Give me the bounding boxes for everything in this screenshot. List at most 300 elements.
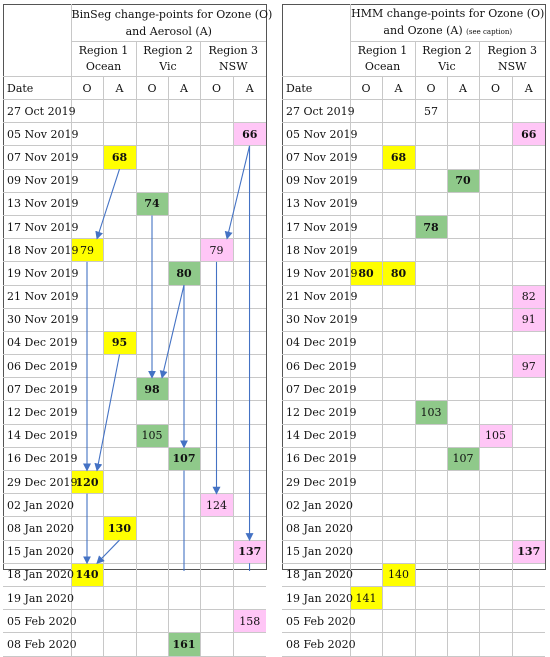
date-column-header: Date (282, 77, 350, 100)
empty-cell (200, 563, 233, 586)
empty-cell (200, 215, 233, 238)
empty-cell (233, 239, 266, 262)
empty-cell (200, 355, 233, 378)
region-name: Region 2 (422, 44, 472, 57)
empty-cell (71, 586, 103, 609)
table-row (3, 100, 266, 123)
change-point-cell: 124 (200, 494, 233, 517)
empty-cell (136, 355, 168, 378)
empty-cell (512, 610, 545, 633)
region-header-2 (415, 42, 479, 77)
table-title (350, 4, 545, 42)
empty-cell (136, 262, 168, 285)
empty-cell (103, 494, 136, 517)
empty-cell (415, 540, 447, 563)
empty-cell (350, 494, 382, 517)
empty-cell (136, 123, 168, 146)
region-place: Ocean (364, 60, 401, 73)
date-cell: 08 Jan 2020 (3, 517, 71, 540)
empty-cell (479, 169, 512, 192)
date-cell: 18 Jan 2020 (282, 563, 350, 586)
empty-cell (479, 262, 512, 285)
empty-cell (479, 401, 512, 424)
empty-cell (136, 494, 168, 517)
empty-cell (512, 239, 545, 262)
empty-cell (382, 471, 415, 494)
empty-cell (233, 378, 266, 401)
change-point-cell: 120 (71, 471, 103, 494)
empty-cell (479, 215, 512, 238)
empty-cell (200, 192, 233, 215)
change-point-cell: 80 (382, 262, 415, 285)
empty-cell (200, 378, 233, 401)
empty-cell (136, 285, 168, 308)
empty-cell (200, 517, 233, 540)
region-header-2 (136, 42, 200, 77)
date-cell: 06 Dec 2019 (282, 355, 350, 378)
empty-cell (512, 471, 545, 494)
date-cell: 17 Nov 2019 (282, 215, 350, 238)
empty-cell (71, 610, 103, 633)
empty-cell (350, 633, 382, 656)
empty-cell (382, 192, 415, 215)
region-name: Region 1 (357, 44, 408, 57)
table-row (3, 447, 266, 470)
empty-cell (447, 378, 479, 401)
date-cell: 12 Dec 2019 (282, 401, 350, 424)
empty-cell (447, 610, 479, 633)
empty-cell (415, 331, 447, 354)
date-cell: 29 Dec 2019 (3, 471, 71, 494)
table-row (282, 424, 545, 447)
region-header-3 (479, 42, 545, 77)
empty-cell (415, 633, 447, 656)
table-row (3, 169, 266, 192)
empty-cell (103, 262, 136, 285)
empty-cell (382, 215, 415, 238)
empty-cell (382, 123, 415, 146)
empty-cell (71, 633, 103, 656)
change-point-cell: 70 (447, 169, 479, 192)
empty-cell (233, 447, 266, 470)
empty-cell (136, 100, 168, 123)
empty-cell (447, 100, 479, 123)
change-point-cell: 68 (382, 146, 415, 169)
empty-cell (200, 447, 233, 470)
date-cell: 15 Jan 2020 (3, 540, 71, 563)
table-row (282, 169, 545, 192)
empty-cell (447, 563, 479, 586)
empty-cell (512, 517, 545, 540)
table-row (282, 610, 545, 633)
table-row (3, 146, 266, 169)
empty-cell (168, 610, 200, 633)
empty-cell (447, 192, 479, 215)
empty-cell (382, 308, 415, 331)
change-point-cell: 98 (136, 378, 168, 401)
table-row (282, 192, 545, 215)
empty-cell (382, 447, 415, 470)
empty-cell (415, 192, 447, 215)
table-row (282, 447, 545, 470)
empty-cell (382, 424, 415, 447)
table-row (3, 355, 266, 378)
empty-cell (447, 285, 479, 308)
empty-cell (512, 494, 545, 517)
date-cell: 12 Dec 2019 (3, 401, 71, 424)
empty-cell (447, 308, 479, 331)
date-cell: 09 Nov 2019 (3, 169, 71, 192)
empty-cell (415, 494, 447, 517)
empty-cell (512, 633, 545, 656)
empty-cell (136, 169, 168, 192)
pollutant-column-header: A (447, 77, 479, 100)
region-place: Vic (438, 60, 456, 73)
date-cell: 29 Dec 2019 (282, 471, 350, 494)
table-row (282, 563, 545, 586)
empty-cell (200, 308, 233, 331)
date-cell: 19 Nov 2019 (3, 262, 71, 285)
empty-cell (200, 610, 233, 633)
title-line-1: BinSeg change-points for Ozone (O) (71, 7, 273, 21)
table-row (3, 586, 266, 609)
empty-cell (415, 123, 447, 146)
date-cell: 04 Dec 2019 (282, 331, 350, 354)
empty-cell (382, 239, 415, 262)
empty-cell (200, 331, 233, 354)
empty-cell (415, 586, 447, 609)
table-row (282, 308, 545, 331)
date-cell: 16 Dec 2019 (282, 447, 350, 470)
empty-cell (200, 471, 233, 494)
table-row (282, 517, 545, 540)
empty-cell (447, 540, 479, 563)
title-line-1: HMM change-points for Ozone (O) (351, 6, 545, 20)
table-row (282, 239, 545, 262)
table-row (282, 401, 545, 424)
empty-cell (382, 401, 415, 424)
empty-cell (479, 447, 512, 470)
region-place: NSW (219, 60, 248, 73)
table-row (3, 401, 266, 424)
empty-cell (479, 494, 512, 517)
date-cell: 05 Nov 2019 (3, 123, 71, 146)
empty-cell (350, 517, 382, 540)
empty-cell (168, 169, 200, 192)
empty-cell (415, 378, 447, 401)
empty-cell (103, 378, 136, 401)
empty-cell (103, 100, 136, 123)
date-cell: 13 Nov 2019 (3, 192, 71, 215)
change-point-cell: 57 (415, 100, 447, 123)
date-cell: 08 Jan 2020 (282, 517, 350, 540)
empty-cell (168, 586, 200, 609)
empty-cell (103, 586, 136, 609)
date-cell: 07 Nov 2019 (3, 146, 71, 169)
date-cell: 30 Nov 2019 (3, 308, 71, 331)
table-row (282, 633, 545, 656)
change-point-cell: 66 (512, 123, 545, 146)
region-name: Region 2 (143, 44, 193, 57)
title-line-2 (72, 23, 267, 40)
empty-cell (200, 146, 233, 169)
empty-cell (479, 610, 512, 633)
empty-cell (168, 355, 200, 378)
empty-cell (512, 563, 545, 586)
table-row (3, 331, 266, 354)
date-cell: 14 Dec 2019 (282, 424, 350, 447)
empty-cell (136, 610, 168, 633)
empty-cell (415, 471, 447, 494)
empty-cell (415, 447, 447, 470)
empty-cell (233, 169, 266, 192)
region-name: Region 3 (487, 44, 538, 57)
table-row (3, 123, 266, 146)
date-cell: 18 Jan 2020 (3, 563, 71, 586)
date-cell: 07 Dec 2019 (282, 378, 350, 401)
empty-cell (382, 540, 415, 563)
empty-cell (103, 308, 136, 331)
date-cell: 09 Nov 2019 (282, 169, 350, 192)
empty-cell (479, 308, 512, 331)
table-row (3, 308, 266, 331)
empty-cell (200, 100, 233, 123)
empty-cell (447, 146, 479, 169)
empty-cell (479, 192, 512, 215)
title-line-2-text: and Aerosol (A) (125, 24, 212, 38)
change-point-cell: 95 (103, 331, 136, 354)
empty-cell (382, 100, 415, 123)
table-row (3, 610, 266, 633)
empty-cell (447, 633, 479, 656)
empty-cell (233, 563, 266, 586)
empty-cell (479, 540, 512, 563)
empty-cell (168, 563, 200, 586)
change-point-cell: 141 (350, 586, 382, 609)
empty-cell (71, 517, 103, 540)
empty-cell (200, 586, 233, 609)
empty-cell (103, 424, 136, 447)
empty-cell (200, 285, 233, 308)
date-cell: 07 Nov 2019 (282, 146, 350, 169)
table-row (3, 192, 266, 215)
empty-cell (479, 355, 512, 378)
empty-cell (136, 308, 168, 331)
table-row (3, 378, 266, 401)
empty-cell (168, 285, 200, 308)
date-cell: 15 Jan 2020 (282, 540, 350, 563)
pollutant-column-header: A (512, 77, 545, 100)
date-cell: 17 Nov 2019 (3, 215, 71, 238)
date-cell: 05 Feb 2020 (282, 610, 350, 633)
table-row (3, 424, 266, 447)
empty-cell (136, 215, 168, 238)
date-cell: 16 Dec 2019 (3, 447, 71, 470)
pollutant-column-header: O (71, 77, 103, 100)
empty-cell (168, 239, 200, 262)
empty-cell (136, 586, 168, 609)
empty-cell (479, 123, 512, 146)
pollutant-column-header: A (382, 77, 415, 100)
empty-cell (350, 100, 382, 123)
date-cell: 19 Jan 2020 (282, 586, 350, 609)
empty-cell (168, 494, 200, 517)
date-cell: 02 Jan 2020 (3, 494, 71, 517)
empty-cell (512, 100, 545, 123)
empty-cell (233, 100, 266, 123)
empty-cell (136, 239, 168, 262)
empty-cell (382, 355, 415, 378)
region-place: Vic (159, 60, 177, 73)
empty-cell (382, 633, 415, 656)
table-row (282, 355, 545, 378)
table-row (3, 494, 266, 517)
empty-cell (103, 633, 136, 656)
empty-cell (415, 308, 447, 331)
empty-cell (415, 262, 447, 285)
table-title (71, 4, 273, 42)
empty-cell (415, 146, 447, 169)
empty-cell (447, 401, 479, 424)
empty-cell (350, 610, 382, 633)
empty-cell (103, 610, 136, 633)
empty-cell (415, 355, 447, 378)
region-place: Ocean (85, 60, 122, 73)
empty-cell (200, 424, 233, 447)
empty-cell (168, 378, 200, 401)
header-blank (282, 42, 350, 77)
empty-cell (168, 471, 200, 494)
empty-cell (136, 447, 168, 470)
date-cell: 04 Dec 2019 (3, 331, 71, 354)
empty-cell (447, 123, 479, 146)
empty-cell (103, 239, 136, 262)
pollutant-column-header: O (350, 77, 382, 100)
empty-cell (233, 192, 266, 215)
title-line-2-text: and Ozone (A) (383, 23, 463, 37)
empty-cell (415, 610, 447, 633)
empty-cell (382, 331, 415, 354)
change-point-cell: 103 (415, 401, 447, 424)
empty-cell (350, 563, 382, 586)
empty-cell (233, 401, 266, 424)
table-row (282, 378, 545, 401)
pollutant-column-header: A (168, 77, 200, 100)
empty-cell (136, 517, 168, 540)
header-blank (3, 42, 71, 77)
empty-cell (168, 123, 200, 146)
empty-cell (71, 100, 103, 123)
empty-cell (512, 586, 545, 609)
region-name: Region 3 (208, 44, 259, 57)
empty-cell (479, 100, 512, 123)
date-cell: 05 Feb 2020 (3, 610, 71, 633)
empty-cell (200, 633, 233, 656)
empty-cell (415, 239, 447, 262)
empty-cell (103, 285, 136, 308)
empty-cell (447, 424, 479, 447)
empty-cell (512, 331, 545, 354)
change-point-cell: 74 (136, 192, 168, 215)
table-row (3, 540, 266, 563)
empty-cell (168, 146, 200, 169)
table-row (3, 563, 266, 586)
empty-cell (233, 424, 266, 447)
region-header-3 (200, 42, 266, 77)
empty-cell (233, 331, 266, 354)
table-row (282, 215, 545, 238)
change-point-cell: 140 (382, 563, 415, 586)
empty-cell (382, 494, 415, 517)
date-cell: 19 Nov 2019 (282, 262, 350, 285)
table-row (282, 285, 545, 308)
empty-cell (447, 355, 479, 378)
empty-cell (136, 633, 168, 656)
change-point-cell: 79 (200, 239, 233, 262)
empty-cell (512, 447, 545, 470)
empty-cell (479, 239, 512, 262)
empty-cell (382, 517, 415, 540)
change-point-cell: 105 (479, 424, 512, 447)
empty-cell (103, 563, 136, 586)
empty-cell (233, 517, 266, 540)
empty-cell (136, 563, 168, 586)
table-row (282, 331, 545, 354)
empty-cell (233, 633, 266, 656)
empty-cell (233, 308, 266, 331)
change-point-cell: 140 (71, 563, 103, 586)
date-cell: 13 Nov 2019 (282, 192, 350, 215)
empty-cell (103, 401, 136, 424)
table-row (3, 262, 266, 285)
empty-cell (512, 378, 545, 401)
empty-cell (447, 215, 479, 238)
change-point-cell: 79 (71, 239, 103, 262)
empty-cell (168, 192, 200, 215)
empty-cell (233, 494, 266, 517)
change-point-cell: 97 (512, 355, 545, 378)
empty-cell (512, 215, 545, 238)
empty-cell (200, 401, 233, 424)
right-change-point-table (282, 4, 545, 657)
pollutant-column-header: O (415, 77, 447, 100)
empty-cell (382, 586, 415, 609)
header-blank (3, 4, 71, 42)
change-point-cell: 161 (168, 633, 200, 656)
empty-cell (233, 586, 266, 609)
empty-cell (382, 169, 415, 192)
table-row (282, 540, 545, 563)
empty-cell (382, 285, 415, 308)
change-point-cell: 80 (168, 262, 200, 285)
title-note: (see caption) (466, 27, 513, 36)
empty-cell (103, 540, 136, 563)
empty-cell (168, 517, 200, 540)
empty-cell (415, 169, 447, 192)
empty-cell (71, 494, 103, 517)
change-point-cell: 105 (136, 424, 168, 447)
change-point-cell: 66 (233, 123, 266, 146)
table-row (282, 471, 545, 494)
date-cell: 30 Nov 2019 (282, 308, 350, 331)
empty-cell (103, 123, 136, 146)
date-cell: 05 Nov 2019 (282, 123, 350, 146)
empty-cell (512, 169, 545, 192)
empty-cell (447, 331, 479, 354)
change-point-cell: 91 (512, 308, 545, 331)
table-row (282, 262, 545, 285)
date-cell: 18 Nov 2019 (3, 239, 71, 262)
